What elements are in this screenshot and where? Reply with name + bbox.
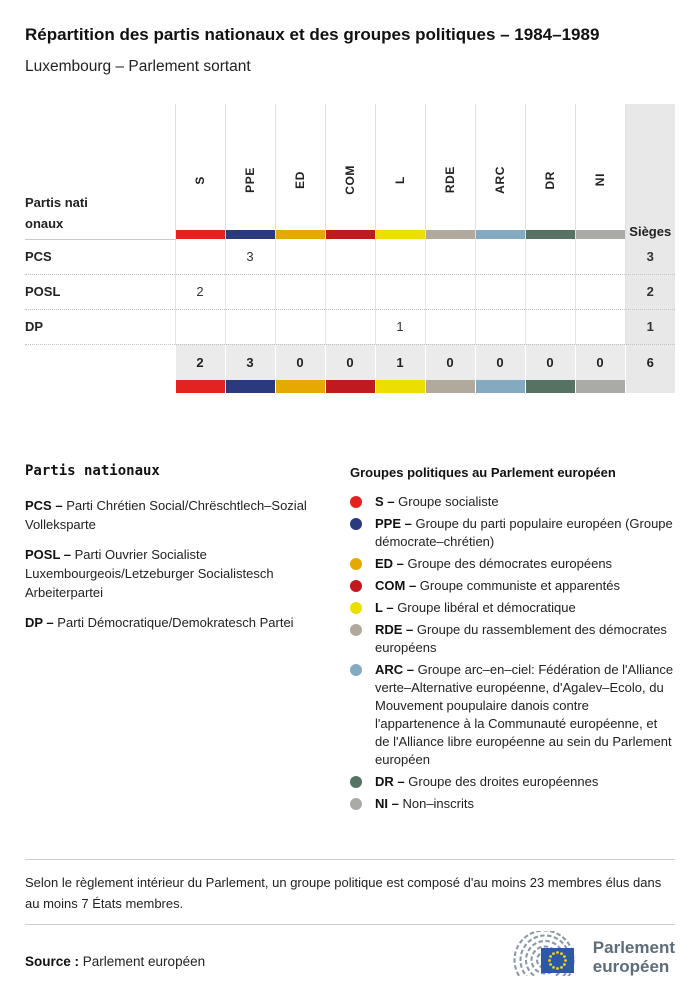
- source-row: [25, 931, 675, 983]
- cell: [525, 309, 575, 344]
- column-header-ed: [275, 104, 325, 239]
- total-cell: 2: [175, 344, 225, 380]
- color-dot-ni: [350, 798, 362, 810]
- group-color-bar-com: [326, 380, 375, 393]
- total-cell: 0: [525, 344, 575, 380]
- divider: [25, 859, 675, 860]
- seats-cell: 3: [625, 239, 675, 274]
- cell: [275, 309, 325, 344]
- party-name: PCS: [25, 239, 175, 274]
- legend-item-arc: ARC – Groupe arc–en–ciel: Fédération de l'Alliance verte–Alternative européenne, d'Agalev–Ecolo, du Mouvement poupulaire danois contre l'appartenence à la Communauté européenne, et de l'Alliance libre européenne au sein du Parlement européen: [350, 661, 675, 769]
- cell: [325, 309, 375, 344]
- total-cell: 0: [275, 344, 325, 380]
- seats-table: [25, 104, 675, 393]
- legend-item-ni: NI – Non–inscrits: [350, 795, 675, 813]
- table-row-posl: [25, 274, 675, 309]
- legend-political-groups: [350, 463, 675, 817]
- cell: [225, 309, 275, 344]
- cell: [375, 239, 425, 274]
- seats-cell: 1: [625, 309, 675, 344]
- table-row-pcs: [25, 239, 675, 274]
- total-cell: 0: [325, 344, 375, 380]
- column-header-ni-label: NI: [593, 173, 607, 186]
- total-seats-cell: 6: [625, 344, 675, 380]
- column-header-ed-label: ED: [293, 171, 307, 189]
- party-definition-posl: POSL – Parti Ouvrier Socialiste Luxembourgeois/Letzeburger Socialistesch Arbeiterpartei: [25, 545, 340, 602]
- color-dot-s: [350, 496, 362, 508]
- group-color-bar-s: [176, 230, 225, 239]
- group-color-bar-ed: [276, 230, 325, 239]
- column-header-l-label: L: [393, 176, 407, 184]
- column-header-s: [175, 104, 225, 239]
- source-line: Source : Parlement européen: [25, 954, 205, 969]
- group-color-bar-l: [376, 380, 425, 393]
- color-dot-ppe: [350, 518, 362, 530]
- logo-wordmark: Parlement européen: [593, 938, 675, 976]
- seats-cell: 2: [625, 274, 675, 309]
- legend-item-dr: DR – Groupe des droites européennes: [350, 773, 675, 791]
- group-color-bar-com: [326, 230, 375, 239]
- cell: [275, 274, 325, 309]
- legend-item-s: S – Groupe socialiste: [350, 493, 675, 511]
- total-cell: 1: [375, 344, 425, 380]
- group-color-bar-ni: [576, 380, 625, 393]
- cell: [575, 309, 625, 344]
- cell: 3: [225, 239, 275, 274]
- legend-parties-heading: Partis nationaux: [25, 463, 340, 479]
- column-header-ni: [575, 104, 625, 239]
- group-color-bar-ppe: [226, 230, 275, 239]
- party-definition-pcs: PCS – Parti Chrétien Social/Chrëschtlech–Sozial Volleksparte: [25, 496, 340, 534]
- column-header-ppe-label: PPE: [243, 167, 257, 193]
- cell: [175, 309, 225, 344]
- legend-national-parties: [25, 463, 340, 817]
- group-color-bar-s: [176, 380, 225, 393]
- cell: [475, 239, 525, 274]
- legend-item-rde: RDE – Groupe du rassemblement des démocrates européens: [350, 621, 675, 657]
- cell: [425, 309, 475, 344]
- legend-item-ed: ED – Groupe des démocrates européens: [350, 555, 675, 573]
- corner-header: [25, 104, 175, 239]
- cell: [325, 274, 375, 309]
- cell: [475, 274, 525, 309]
- total-cell: 0: [475, 344, 525, 380]
- group-color-bar-ed: [276, 380, 325, 393]
- group-color-bar-dr: [526, 230, 575, 239]
- totals-row: [25, 344, 675, 380]
- group-color-bar-ni: [576, 230, 625, 239]
- column-header-arc: [475, 104, 525, 239]
- cell: [425, 274, 475, 309]
- footnote: Selon le règlement intérieur du Parlement, un groupe politique est composé d'au moins 23 membres élus dans au moins 7 États membres.: [25, 872, 675, 914]
- page-subtitle: Luxembourg – Parlement sortant: [25, 57, 675, 77]
- color-dot-com: [350, 580, 362, 592]
- color-dot-rde: [350, 624, 362, 636]
- column-header-dr-label: DR: [543, 171, 557, 190]
- table-header-row: [25, 104, 675, 239]
- column-header-com: [325, 104, 375, 239]
- cell: [575, 239, 625, 274]
- seats-column-footer: [625, 380, 675, 393]
- legend-item-com: COM – Groupe communiste et apparentés: [350, 577, 675, 595]
- cell: [525, 274, 575, 309]
- total-cell: 0: [575, 344, 625, 380]
- page-title: Répartition des partis nationaux et des groupes politiques – 1984–1989: [25, 24, 675, 46]
- group-color-bar-ppe: [226, 380, 275, 393]
- table-row-dp: [25, 309, 675, 344]
- group-color-bar-arc: [476, 380, 525, 393]
- group-color-bar-arc: [476, 230, 525, 239]
- cell: [525, 239, 575, 274]
- total-cell: 3: [225, 344, 275, 380]
- infographic-page: [0, 24, 700, 983]
- column-header-dr: [525, 104, 575, 239]
- legend-groups-heading: Groupes politiques au Parlement européen: [350, 465, 675, 480]
- group-color-bar-rde: [426, 230, 475, 239]
- party-name: POSL: [25, 274, 175, 309]
- legend-item-l: L – Groupe libéral et démocratique: [350, 599, 675, 617]
- column-header-rde-label: RDE: [443, 166, 457, 193]
- group-color-bar-rde: [426, 380, 475, 393]
- cell: [575, 274, 625, 309]
- color-dot-dr: [350, 776, 362, 788]
- column-header-l: [375, 104, 425, 239]
- column-header-s-label: S: [193, 176, 207, 185]
- cell: 1: [375, 309, 425, 344]
- column-header-rde: [425, 104, 475, 239]
- cell: [175, 239, 225, 274]
- european-parliament-logo: [505, 931, 675, 983]
- legend-item-ppe: PPE – Groupe du parti populaire européen (Groupe démocrate–chrétien): [350, 515, 675, 551]
- divider: [25, 924, 675, 925]
- group-color-bar-dr: [526, 380, 575, 393]
- column-header-ppe: [225, 104, 275, 239]
- bottom-color-bars-row: [25, 380, 675, 393]
- column-header-com-label: COM: [343, 165, 357, 195]
- cell: [225, 274, 275, 309]
- column-header-arc-label: ARC: [493, 166, 507, 194]
- color-dot-l: [350, 602, 362, 614]
- color-dot-arc: [350, 664, 362, 676]
- total-cell: 0: [425, 344, 475, 380]
- cell: [375, 274, 425, 309]
- party-name: DP: [25, 309, 175, 344]
- cell: [325, 239, 375, 274]
- color-dot-ed: [350, 558, 362, 570]
- totals-empty-cell: [25, 344, 175, 380]
- corner-header-label: Partis nationaux: [25, 192, 91, 239]
- cell: [425, 239, 475, 274]
- group-color-bar-l: [376, 230, 425, 239]
- legend-section: [25, 463, 675, 817]
- cell: [475, 309, 525, 344]
- cell: [275, 239, 325, 274]
- column-header-seats: Sièges: [625, 104, 675, 239]
- hemicycle-flag-icon: [505, 931, 585, 983]
- cell: 2: [175, 274, 225, 309]
- party-definition-dp: DP – Parti Démocratique/Demokratesch Partei: [25, 613, 340, 632]
